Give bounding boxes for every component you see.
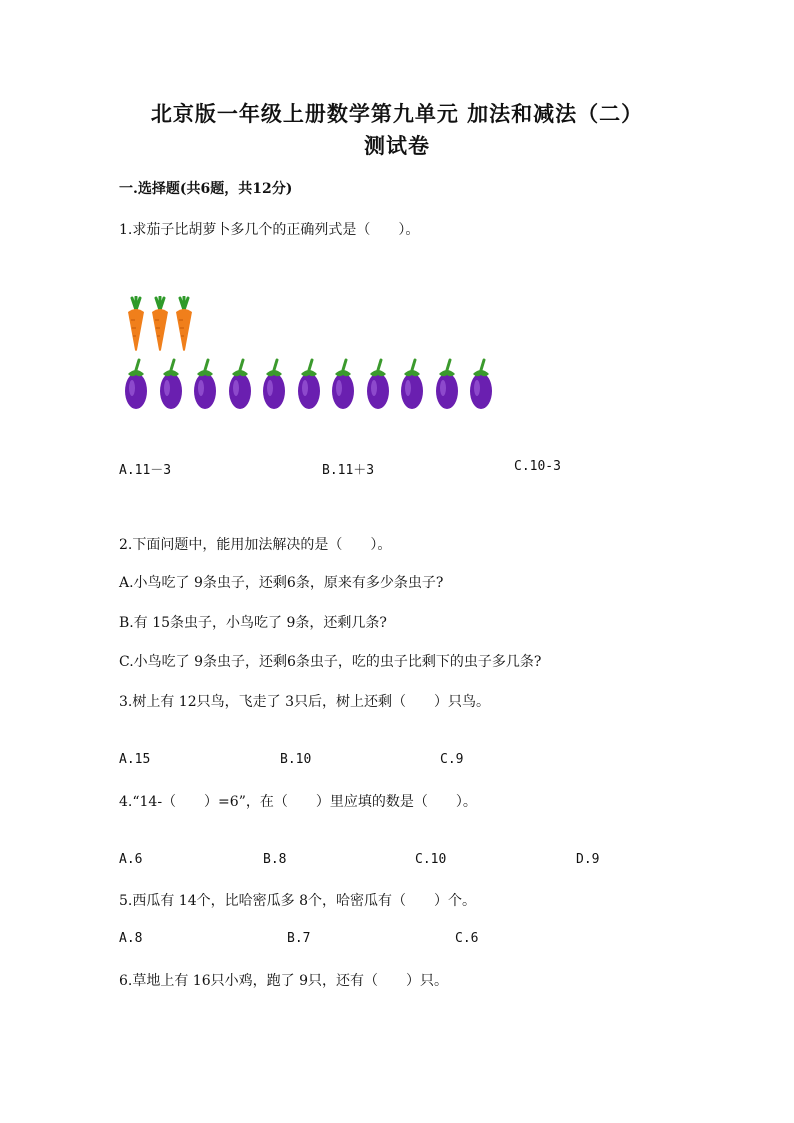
section-heading: 一.选择题(共6题，共12分) xyxy=(119,181,293,197)
carrot-icon xyxy=(124,296,148,356)
eggplant-icon xyxy=(364,358,392,414)
eggplant-icon xyxy=(295,358,323,414)
question-5-option-b[interactable]: B.7 xyxy=(287,931,311,946)
carrots-eggplants-picture xyxy=(118,296,498,414)
eggplant-icon xyxy=(226,358,254,414)
question-2-option-b[interactable]: B.有 15条虫子，小鸟吃了 9条，还剩几条? xyxy=(119,615,387,631)
question-3-text: 3.树上有 12只鸟，飞走了 3只后，树上还剩（ ）只鸟。 xyxy=(119,694,490,710)
page-subtitle: 测试卷 xyxy=(364,133,430,158)
eggplant-icon xyxy=(398,358,426,414)
carrot-icon xyxy=(148,296,172,356)
question-3-option-a[interactable]: A.15 xyxy=(119,752,151,767)
eggplant-icon xyxy=(260,358,288,414)
page-title: 北京版一年级上册数学第九单元 加法和减法（二） xyxy=(150,101,644,126)
question-4-option-b[interactable]: B.8 xyxy=(263,852,287,867)
question-2-text: 2.下面问题中，能用加法解决的是（ ）。 xyxy=(119,537,392,553)
question-1-text: 1.求茄子比胡萝卜多几个的正确列式是（ ）。 xyxy=(119,222,420,238)
question-6-text: 6.草地上有 16只小鸡，跑了 9只，还有（ ）只。 xyxy=(119,973,448,989)
question-4-option-d[interactable]: D.9 xyxy=(576,852,600,867)
eggplant-icon xyxy=(433,358,461,414)
question-1-option-c[interactable]: C.10-3 xyxy=(514,459,561,474)
question-2-option-c[interactable]: C.小鸟吃了 9条虫子，还剩6条虫子，吃的虫子比剩下的虫子多几条? xyxy=(119,654,542,670)
eggplant-icon xyxy=(329,358,357,414)
question-4-text: 4.“14-（ ）=6”，在（ ）里应填的数是（ ）。 xyxy=(119,794,477,810)
question-3-option-c[interactable]: C.9 xyxy=(440,752,464,767)
question-5-option-c[interactable]: C.6 xyxy=(455,931,479,946)
question-1-option-b[interactable]: B.11＋3 xyxy=(322,463,375,478)
eggplant-icon xyxy=(122,358,150,414)
question-5-text: 5.西瓜有 14个，比哈密瓜多 8个，哈密瓜有（ ）个。 xyxy=(119,893,476,909)
question-5-option-a[interactable]: A.8 xyxy=(119,931,143,946)
question-2-option-a[interactable]: A.小鸟吃了 9条虫子，还剩6条，原来有多少条虫子? xyxy=(119,575,444,591)
question-4-option-a[interactable]: A.6 xyxy=(119,852,143,867)
question-1-option-a[interactable]: A.11－3 xyxy=(119,463,172,478)
eggplant-icon xyxy=(467,358,495,414)
carrot-icon xyxy=(172,296,196,356)
eggplant-icon xyxy=(191,358,219,414)
question-4-option-c[interactable]: C.10 xyxy=(415,852,447,867)
question-3-option-b[interactable]: B.10 xyxy=(280,752,312,767)
eggplant-icon xyxy=(157,358,185,414)
